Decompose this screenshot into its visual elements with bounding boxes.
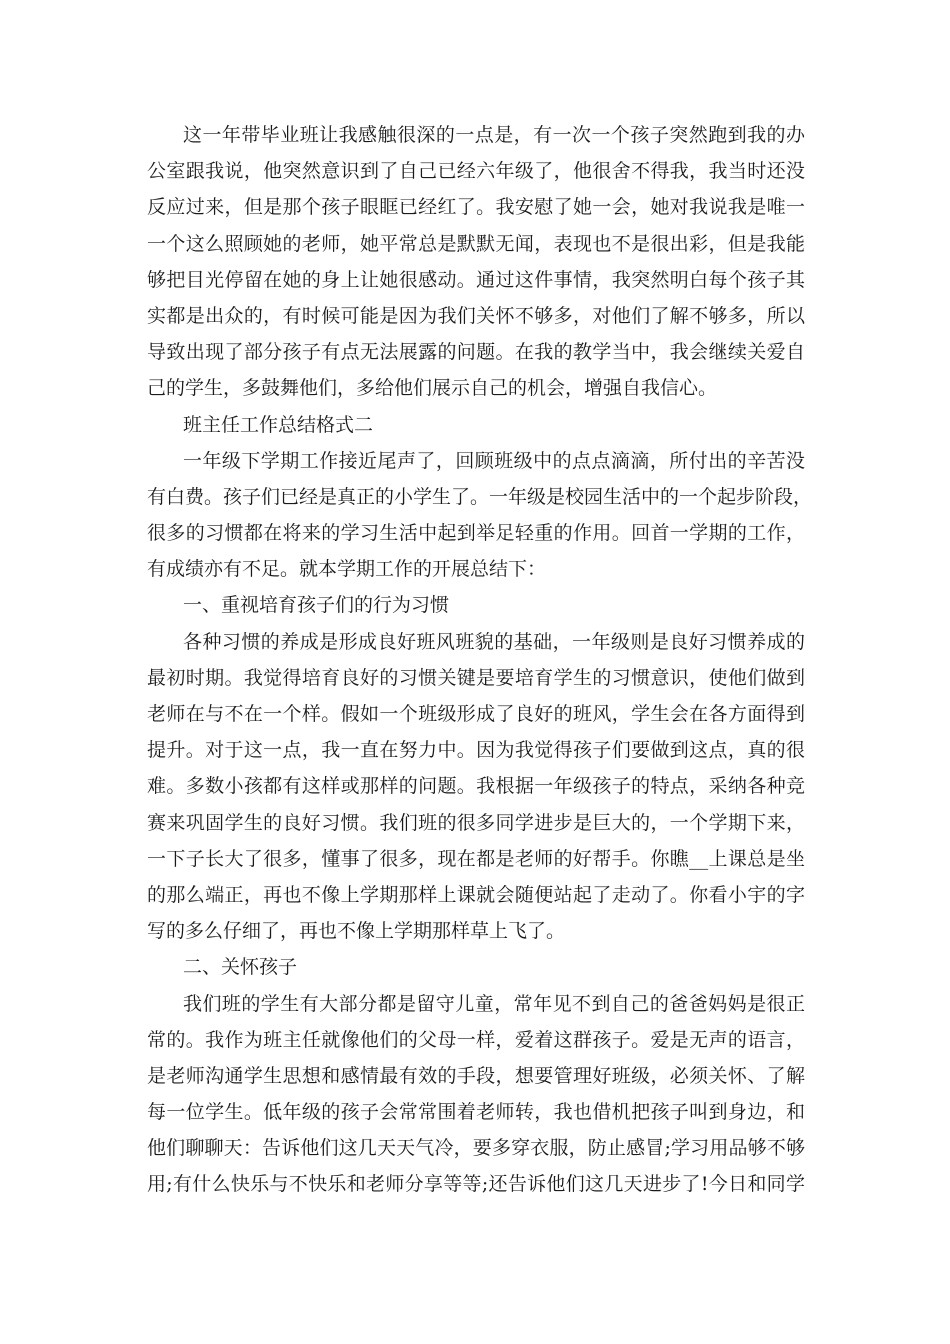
text-line: 赛来巩固学生的良好习惯。我们班的很多同学进步是巨大的，一个学期下来，	[147, 811, 805, 834]
text-line: 的那么端正，再也不像上学期那样上课就会随便站起了走动了。你看小宇的字	[147, 883, 805, 906]
text-line: 很多的习惯都在将来的学习生活中起到举足轻重的作用。回首一学期的工作，	[147, 522, 805, 545]
text-line: 公室跟我说，他突然意识到了自己已经六年级了，他很舍不得我，我当时还没	[147, 160, 805, 183]
text-line: 难。多数小孩都有这样或那样的问题。我根据一年级孩子的特点，采纳各种竞	[147, 775, 805, 798]
text-line: 各种习惯的养成是形成良好班风班貌的基础，一年级则是良好习惯养成的	[183, 630, 805, 653]
text-line: 是老师沟通学生思想和感情最有效的手段，想要管理好班级，必须关怀、了解	[147, 1064, 805, 1087]
text-line: 一年级下学期工作接近尾声了，回顾班级中的点点滴滴，所付出的辛苦没	[183, 449, 805, 472]
text-line: 班主任工作总结格式二	[183, 413, 374, 436]
text-line: 有成绩亦有不足。就本学期工作的开展总结下：	[147, 558, 547, 581]
text-line: 己的学生，多鼓舞他们，多给他们展示自己的机会，增强自我信心。	[147, 377, 718, 400]
document-body	[147, 117, 813, 1203]
text-line: 提升。对于这一点，我一直在努力中。因为我觉得孩子们要做到这点，真的很	[147, 739, 805, 762]
text-line: 写的多么仔细了，再也不像上学期那样草上飞了。	[147, 920, 566, 943]
text-line: 每一位学生。低年级的孩子会常常围着老师转，我也借机把孩子叫到身边，和	[147, 1101, 805, 1124]
text-line: 用;有什么快乐与不快乐和老师分享等等;还告诉他们这几天进步了!今日和同学	[147, 1173, 805, 1196]
text-line: 一下子长大了很多，懂事了很多，现在都是老师的好帮手。你瞧__上课总是坐	[147, 847, 805, 870]
text-line: 他们聊聊天：告诉他们这几天天气冷，要多穿衣服，防止感冒;学习用品够不够	[147, 1137, 805, 1160]
text-line: 常的。我作为班主任就像他们的父母一样，爱着这群孩子。爱是无声的语言，	[147, 1028, 805, 1051]
text-line: 够把目光停留在她的身上让她很感动。通过这件事情，我突然明白每个孩子其	[147, 268, 805, 291]
text-line: 一个这么照顾她的老师，她平常总是默默无闻，表现也不是很出彩，但是我能	[147, 232, 805, 255]
text-line: 导致出现了部分孩子有点无法展露的问题。在我的教学当中，我会继续关爱自	[147, 341, 805, 364]
text-line: 实都是出众的，有时候可能是因为我们关怀不够多，对他们了解不够多，所以	[147, 304, 805, 327]
text-line: 有白费。孩子们已经是真正的小学生了。一年级是校园生活中的一个起步阶段，	[147, 485, 813, 508]
text-line: 老师在与不在一个样。假如一个班级形成了良好的班风，学生会在各方面得到	[147, 703, 805, 725]
text-line: 一、重视培育孩子们的行为习惯	[183, 594, 450, 617]
text-line: 反应过来，但是那个孩子眼眶已经红了。我安慰了她一会，她对我说我是唯一	[147, 196, 805, 219]
text-line: 最初时期。我觉得培育良好的习惯关键是要培育学生的习惯意识，使他们做到	[147, 666, 805, 689]
text-line: 二、关怀孩子	[183, 956, 298, 979]
text-line: 这一年带毕业班让我感触很深的一点是，有一次一个孩子突然跑到我的办	[183, 124, 805, 146]
text-line: 我们班的学生有大部分都是留守儿童，常年见不到自己的爸爸妈妈是很正	[183, 992, 805, 1015]
